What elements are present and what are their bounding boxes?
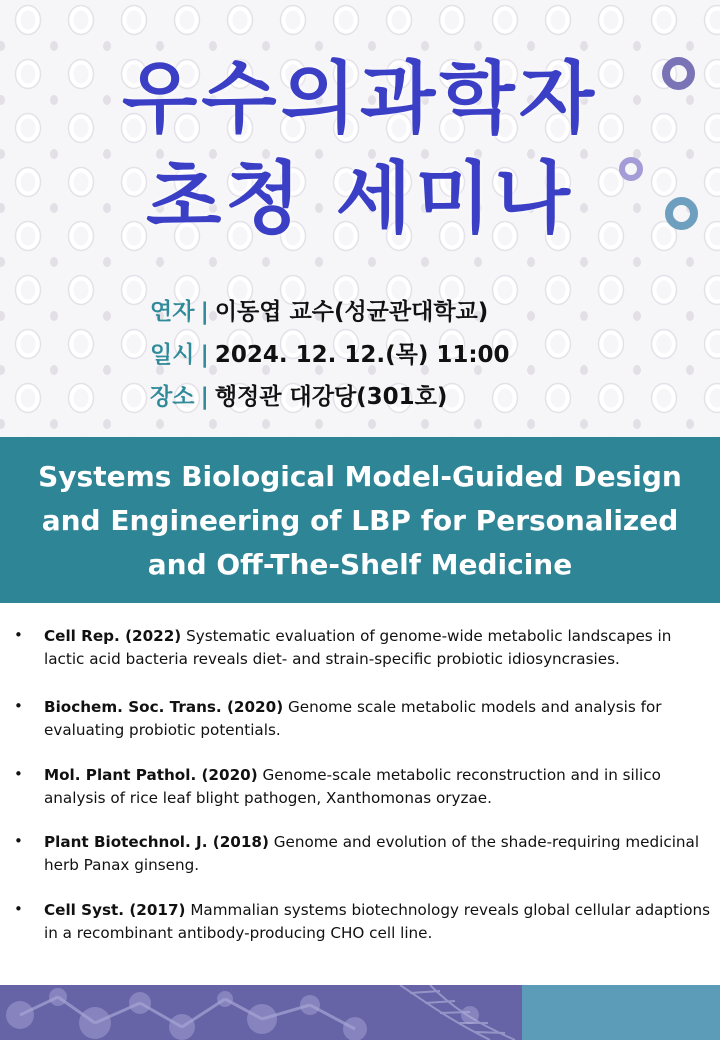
speaker-label: 연자 [150, 299, 195, 325]
publication-citation: Plant Biotechnol. J. (2018) [44, 833, 269, 851]
bullet-icon: • [14, 765, 23, 783]
speaker-row [150, 295, 488, 329]
publication-text [44, 831, 716, 877]
separator: | [200, 384, 209, 410]
publication-text [44, 696, 716, 742]
title-line-2: 초청 세미나 [146, 154, 574, 244]
ring-decoration-icon [662, 57, 695, 90]
publication-title: Mammalian systems biotechnology reveals global cellular adaptions in a recombinant antibody-producing CHO cell line. [44, 901, 711, 942]
speaker-value: 이동엽 교수(성균관대학교) [214, 299, 489, 325]
bullet-icon: • [14, 697, 23, 715]
talk-title: Systems Biological Model-Guided Design and Engineering of LBP for Personalized and Off-The-Shelf Medicine [38, 460, 682, 581]
separator: | [200, 299, 209, 325]
place-label: 장소 [150, 384, 195, 410]
date-label: 일시 [150, 342, 195, 368]
publication-text [44, 899, 716, 945]
publication-citation: Cell Syst. (2017) [44, 901, 186, 919]
bullet-icon: • [14, 832, 23, 850]
ring-decoration-icon [665, 197, 698, 230]
date-row [150, 338, 510, 372]
date-value: 2024. 12. 12.(목) 11:00 [214, 342, 510, 368]
bullet-icon: • [14, 900, 23, 918]
molecule-illustration-icon [0, 985, 522, 1040]
title-line-1: 우수의과학자 [121, 54, 599, 144]
bullet-icon: • [14, 626, 23, 644]
publication-title: Genome scale metabolic models and analysis for evaluating probiotic potentials. [44, 698, 662, 739]
publication-text [44, 764, 716, 810]
publication-citation: Mol. Plant Pathol. (2020) [44, 766, 258, 784]
publication-title: Genome and evolution of the shade-requiring medicinal herb Panax ginseng. [44, 833, 700, 874]
footer-molecule-image [0, 985, 522, 1040]
poster-header [0, 0, 720, 437]
publication-title: Systematic evaluation of genome-wide metabolic landscapes in lactic acid bacteria reveals diet- and strain-specific probiotic idiosyncrasies. [44, 627, 672, 668]
ring-decoration-icon [619, 157, 643, 181]
publication-title: Genome-scale metabolic reconstruction and in silico analysis of rice leaf blight pathogen, Xanthomonas oryzae. [44, 766, 661, 807]
publication-text [44, 625, 716, 671]
publication-citation: Cell Rep. (2022) [44, 627, 182, 645]
separator: | [200, 342, 209, 368]
publication-citation: Biochem. Soc. Trans. (2020) [44, 698, 284, 716]
footer-accent-block [522, 985, 720, 1040]
place-value: 행정관 대강당(301호) [214, 384, 448, 410]
place-row [150, 380, 447, 414]
